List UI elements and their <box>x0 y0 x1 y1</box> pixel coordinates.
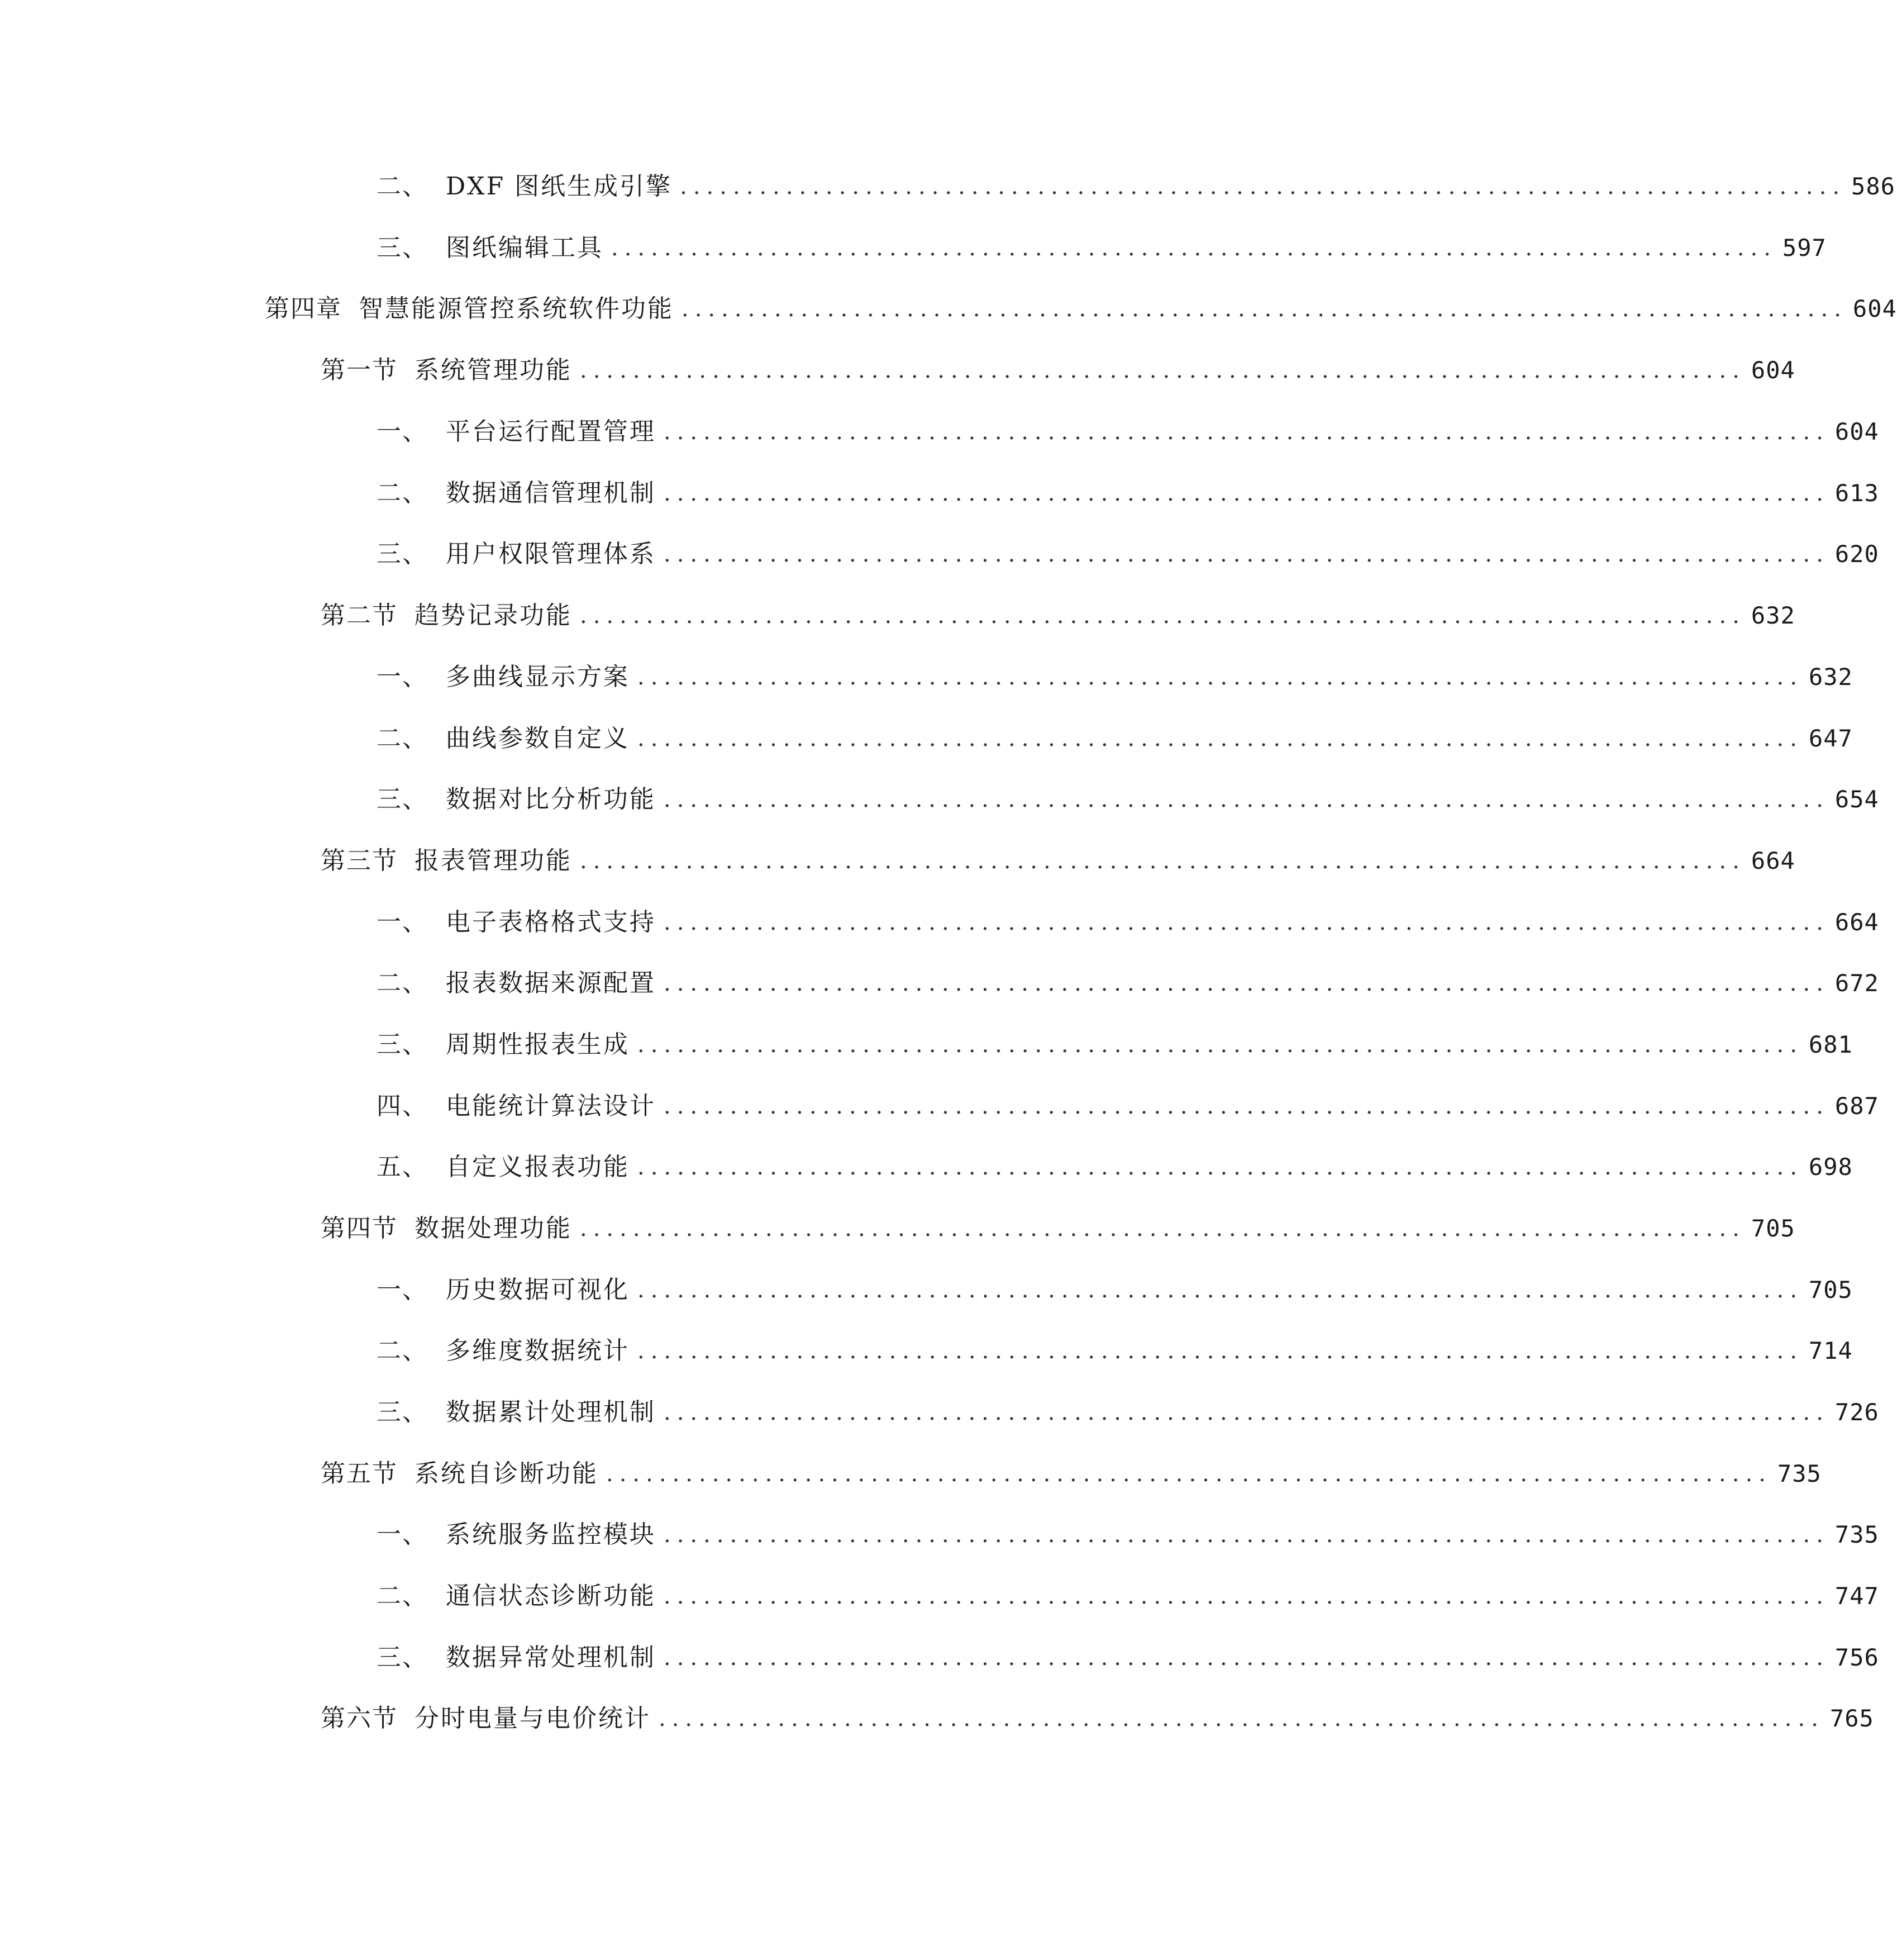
toc-entry-title: 系统服务监控模块 <box>446 1520 656 1549</box>
toc-dot-leader: ........................................................................................ <box>664 419 1829 445</box>
toc-entry-page: 632 <box>1751 602 1795 629</box>
toc-entry-number: 第五节 <box>321 1459 398 1488</box>
toc-entry-title: 报表数据来源配置 <box>446 969 656 997</box>
toc-entry-title: 历史数据可视化 <box>446 1276 630 1304</box>
toc-entry[interactable] <box>376 1268 1853 1312</box>
toc-dot-leader: ........................................................................................ <box>664 1583 1829 1609</box>
toc-entry-title: 数据通信管理机制 <box>446 479 656 507</box>
toc-entry-page: 765 <box>1829 1705 1874 1732</box>
toc-dot-leader: ........................................................................................ <box>659 1706 1824 1731</box>
toc-entry[interactable] <box>376 164 1895 209</box>
toc-entry[interactable] <box>376 1635 1879 1680</box>
toc-entry-page: 604 <box>1834 418 1879 445</box>
toc-entry-page: 735 <box>1834 1521 1879 1548</box>
toc-dot-leader: ........................................................................................ <box>664 1645 1829 1671</box>
toc-entry-title: 图纸编辑工具 <box>446 234 603 262</box>
toc-entry-number: 二、 <box>376 1336 428 1365</box>
toc-entry-title: DXF 图纸生成引擎 <box>446 172 673 201</box>
toc-entry-page: 597 <box>1782 234 1827 261</box>
toc-entry-number: 三、 <box>376 1643 428 1672</box>
toc-entry-title: 周期性报表生成 <box>446 1030 630 1059</box>
toc-entry-title: 用户权限管理体系 <box>446 540 656 568</box>
toc-entry-number: 五、 <box>376 1153 428 1181</box>
toc-entry-title: 平台运行配置管理 <box>446 417 656 446</box>
toc-entry[interactable] <box>376 777 1879 822</box>
toc-entry-number: 二、 <box>376 479 428 507</box>
toc-entry-page: 654 <box>1834 786 1879 813</box>
toc-dot-leader: ........................................................................................ <box>580 358 1746 383</box>
toc-entry-title: 趋势记录功能 <box>414 601 572 630</box>
toc-entry-number: 三、 <box>376 1030 428 1059</box>
toc-entry-number: 第一节 <box>321 356 398 384</box>
toc-entry-title: 智慧能源管控系统软件功能 <box>359 294 674 323</box>
toc-entry-page: 756 <box>1834 1644 1879 1671</box>
toc-entry-page: 664 <box>1751 847 1795 874</box>
toc-entry-page: 604 <box>1751 356 1795 384</box>
toc-entry-page: 664 <box>1834 908 1879 936</box>
toc-entry-title: 数据累计处理机制 <box>446 1398 656 1426</box>
toc-entry-page: 586 <box>1851 173 1895 200</box>
toc-entry-number: 一、 <box>376 908 428 936</box>
toc-dot-leader: ........................................................................................ <box>664 1093 1829 1119</box>
toc-dot-leader: ........................................................................................ <box>637 1032 1803 1058</box>
toc-entry[interactable] <box>376 655 1853 700</box>
toc-entry-number: 一、 <box>376 663 428 691</box>
toc-entry-title: 报表管理功能 <box>414 846 572 875</box>
toc-entry-page: 620 <box>1834 540 1879 568</box>
toc-entry-number: 四、 <box>376 1092 428 1120</box>
toc-dot-leader: ........................................................................................ <box>580 1216 1746 1241</box>
toc-entry[interactable] <box>321 1206 1795 1251</box>
toc-entry[interactable] <box>265 287 1897 331</box>
toc-entry-page: 632 <box>1808 663 1853 691</box>
toc-entry-title: 多维度数据统计 <box>446 1336 630 1365</box>
toc-entry[interactable] <box>376 1390 1879 1435</box>
toc-entry[interactable] <box>321 1452 1822 1496</box>
toc-dot-leader: ........................................................................................ <box>637 1338 1803 1364</box>
toc-entry-number: 第四节 <box>321 1214 398 1243</box>
toc-entry-page: 726 <box>1834 1398 1879 1426</box>
toc-entry-title: 自定义报表功能 <box>446 1153 630 1181</box>
toc-entry-number: 一、 <box>376 417 428 446</box>
toc-entry-title: 分时电量与电价统计 <box>414 1704 651 1733</box>
toc-entry-title: 系统管理功能 <box>414 356 572 384</box>
toc-dot-leader: ........................................................................................ <box>637 1154 1803 1180</box>
toc-entry-title: 电能统计算法设计 <box>446 1092 656 1120</box>
toc-dot-leader: ........................................................................................ <box>664 481 1829 506</box>
toc-entry-page: 705 <box>1751 1215 1795 1242</box>
toc-dot-leader: ........................................................................................ <box>637 664 1803 690</box>
toc-entry-page: 613 <box>1834 479 1879 507</box>
toc-dot-leader: ........................................................................................ <box>580 603 1746 629</box>
toc-dot-leader: ........................................................................................ <box>611 235 1777 261</box>
toc-entry-title: 多曲线显示方案 <box>446 663 630 691</box>
toc-dot-leader: ........................................................................................ <box>664 1400 1829 1425</box>
toc-dot-leader: ........................................................................................ <box>680 174 1846 199</box>
toc-entry[interactable] <box>376 961 1879 1006</box>
toc-entry[interactable] <box>376 1145 1853 1190</box>
toc-entry[interactable] <box>376 1512 1879 1557</box>
toc-entry[interactable] <box>376 532 1879 577</box>
toc-entry[interactable] <box>376 226 1827 270</box>
toc-entry-number: 第三节 <box>321 846 398 875</box>
toc-entry[interactable] <box>376 1329 1853 1373</box>
toc-dot-leader: ........................................................................................ <box>637 1277 1803 1303</box>
toc-entry-page: 604 <box>1852 295 1897 322</box>
toc-entry-page: 647 <box>1808 725 1853 752</box>
toc-entry[interactable] <box>376 1084 1879 1129</box>
toc-entry-title: 数据异常处理机制 <box>446 1643 656 1672</box>
toc-entry-page: 705 <box>1808 1276 1853 1304</box>
toc-dot-leader: ........................................................................................ <box>664 971 1829 996</box>
toc-dot-leader: ........................................................................................ <box>664 787 1829 812</box>
toc-dot-leader: ........................................................................................ <box>580 848 1746 874</box>
toc-entry-page: 747 <box>1834 1582 1879 1610</box>
toc-entry-title: 电子表格格式支持 <box>446 908 656 936</box>
toc-entry-page: 698 <box>1808 1153 1853 1181</box>
toc-entry[interactable] <box>376 716 1853 761</box>
toc-entry[interactable] <box>376 1574 1879 1619</box>
toc-dot-leader: ........................................................................................ <box>664 1522 1829 1548</box>
toc-entry[interactable] <box>321 1696 1874 1741</box>
toc-entry-page: 681 <box>1808 1031 1853 1058</box>
toc-dot-leader: ........................................................................................ <box>681 296 1847 322</box>
toc-dot-leader: ........................................................................................ <box>664 910 1829 935</box>
toc-entry-number: 第四章 <box>265 294 342 323</box>
toc-entry-number: 一、 <box>376 1520 428 1549</box>
toc-entry-title: 通信状态诊断功能 <box>446 1582 656 1610</box>
toc-entry-number: 三、 <box>376 540 428 568</box>
toc-entry-page: 714 <box>1808 1337 1853 1364</box>
toc-entry-number: 二、 <box>376 969 428 997</box>
toc-entry-number: 三、 <box>376 1398 428 1426</box>
toc-entry[interactable] <box>321 839 1795 883</box>
toc-dot-leader: ........................................................................................ <box>664 541 1829 567</box>
toc-entry-page: 687 <box>1834 1092 1879 1120</box>
toc-entry-title: 数据处理功能 <box>414 1214 572 1243</box>
toc-entry[interactable] <box>321 593 1795 638</box>
toc-entry[interactable] <box>376 1022 1853 1067</box>
toc-entry-number: 第六节 <box>321 1704 398 1733</box>
toc-entry-title: 数据对比分析功能 <box>446 785 656 814</box>
toc-entry-page: 672 <box>1834 969 1879 997</box>
toc-entry-title: 曲线参数自定义 <box>446 724 630 753</box>
toc-entry[interactable] <box>376 900 1879 945</box>
toc-entry[interactable] <box>376 410 1879 454</box>
toc-entry-number: 二、 <box>376 724 428 753</box>
toc-entry-number: 三、 <box>376 234 428 262</box>
toc-entry[interactable] <box>321 348 1795 393</box>
toc-entry-page: 735 <box>1777 1460 1822 1487</box>
toc-entry-title: 系统自诊断功能 <box>414 1459 598 1488</box>
toc-entry-number: 第二节 <box>321 601 398 630</box>
toc-dot-leader: ........................................................................................ <box>637 726 1803 751</box>
toc-entry-number: 二、 <box>376 172 428 201</box>
toc-entry-number: 三、 <box>376 785 428 814</box>
toc-entry-number: 一、 <box>376 1276 428 1304</box>
toc-dot-leader: ........................................................................................ <box>606 1461 1772 1487</box>
toc-entry[interactable] <box>376 471 1879 516</box>
toc-entry-number: 二、 <box>376 1582 428 1610</box>
